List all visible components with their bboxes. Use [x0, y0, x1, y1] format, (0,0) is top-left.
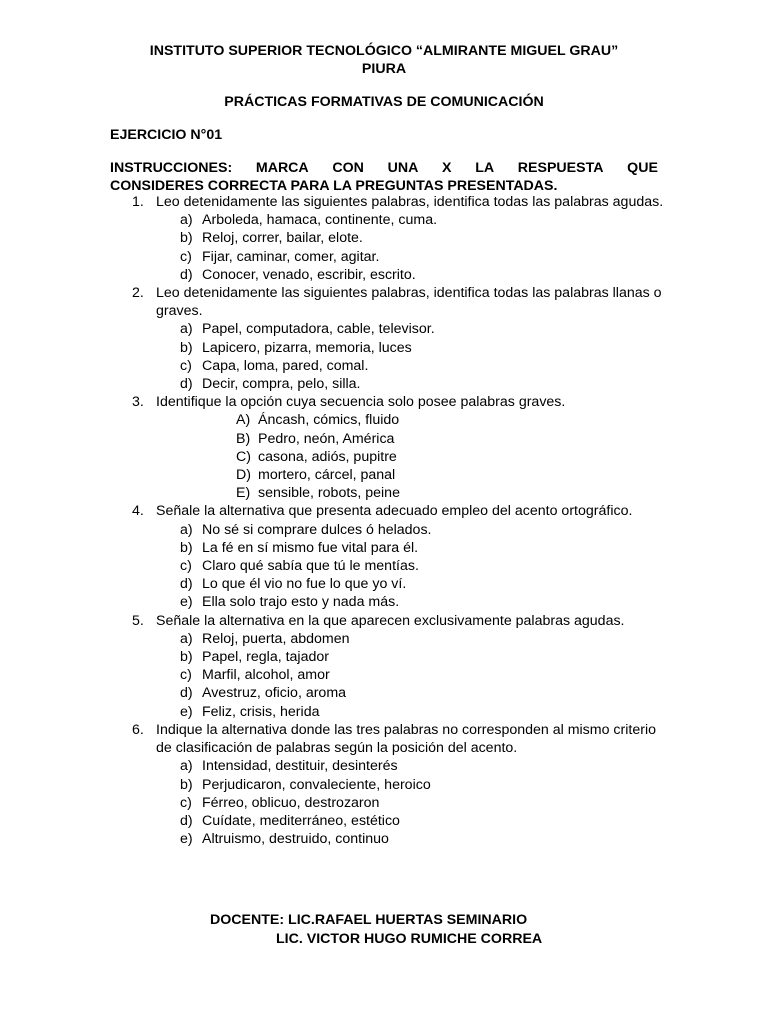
- option-letter: d): [180, 266, 193, 283]
- question-number-cell: [110, 284, 156, 320]
- question-item: [110, 393, 670, 502]
- teacher-line1: DOCENTE: LIC.RAFAEL HUERTAS SEMINARIO: [210, 912, 528, 928]
- option-letter: C): [236, 448, 251, 465]
- option-letter: c): [180, 558, 192, 575]
- answer-option: [110, 593, 670, 611]
- document-subtitle: PRÁCTICAS FORMATIVAS DE COMUNICACIÓN: [224, 94, 544, 110]
- option-text: Lapicero, pizarra, memoria, luces: [202, 339, 412, 356]
- option-text: No sé si comprare dulces ó helados.: [202, 521, 432, 538]
- question-number: 1.: [132, 194, 144, 210]
- question-number: 5.: [132, 612, 144, 629]
- question-number-cell: [110, 193, 156, 211]
- option-letter: a): [180, 758, 193, 775]
- option-text: Claro qué sabía que tú le mentías.: [202, 558, 419, 575]
- answer-option: [110, 320, 670, 338]
- option-letter: a): [180, 212, 193, 229]
- answer-option: [110, 484, 670, 502]
- option-text: Fijar, caminar, comer, agitar.: [202, 248, 380, 265]
- option-letter: c): [180, 248, 192, 265]
- answer-option: [110, 211, 670, 229]
- answer-options: [110, 757, 670, 848]
- option-text: Marfil, alcohol, amor: [202, 667, 330, 684]
- option-letter: c): [180, 667, 192, 684]
- question-text: Leo detenidamente las siguientes palabras, identifica todas las palabras agudas.: [156, 194, 664, 210]
- answer-option: [110, 448, 670, 466]
- answer-option: [110, 248, 670, 266]
- answer-option: [110, 575, 670, 593]
- question-text: Leo detenidamente las siguientes palabras, identifica todas las palabras llanas o graves.: [156, 285, 662, 320]
- institution-header: [0, 42, 768, 78]
- option-letter: d): [180, 685, 193, 702]
- option-letter: b): [180, 230, 193, 247]
- option-letter: d): [180, 812, 193, 829]
- answer-option: [110, 703, 670, 721]
- option-letter: d): [180, 576, 193, 593]
- option-text: Perjudicaron, convaleciente, heroico: [202, 776, 431, 793]
- option-letter: b): [180, 776, 193, 793]
- option-text: Avestruz, oficio, aroma: [202, 685, 347, 702]
- option-text: Pedro, neón, América: [258, 430, 395, 447]
- option-letter: d): [180, 376, 193, 393]
- question-stem: [110, 502, 670, 520]
- option-text: Reloj, puerta, abdomen: [202, 630, 350, 647]
- option-text: Lo que él vio no fue lo que yo ví.: [202, 576, 407, 593]
- instructions-word: X: [442, 160, 452, 176]
- teacher-line2: LIC. VICTOR HUGO RUMICHE CORREA: [276, 930, 543, 947]
- institution-city: PIURA: [361, 61, 407, 77]
- instructions-word: INSTRUCCIONES:: [110, 160, 233, 176]
- option-text: Reloj, correr, bailar, elote.: [202, 230, 363, 247]
- option-text: mortero, cárcel, panal: [258, 467, 396, 484]
- question-list: [110, 193, 670, 848]
- option-letter: b): [180, 539, 193, 556]
- option-text: Capa, loma, pared, comal.: [202, 357, 369, 374]
- option-letter: E): [236, 485, 251, 502]
- question-number: 3.: [132, 394, 144, 411]
- option-letter: e): [180, 594, 193, 611]
- option-text: Intensidad, destituir, desinterés: [202, 758, 398, 775]
- answer-options: [110, 320, 670, 393]
- question-text: Indique la alternativa donde las tres palabras no corresponden al mismo criterio de clasificación de palabras según la posición del acento.: [156, 721, 656, 757]
- answer-option: [110, 266, 670, 284]
- institution-name: INSTITUTO SUPERIOR TECNOLÓGICO “ALMIRANTE MIGUEL GRAU”: [149, 43, 619, 59]
- answer-option: [110, 648, 670, 666]
- option-text: Arboleda, hamaca, continente, cuma.: [202, 212, 438, 229]
- option-text: Cuídate, mediterráneo, estético: [202, 812, 400, 829]
- option-text: Férreo, oblicuo, destrozaron: [202, 794, 380, 811]
- question-number: 4.: [132, 503, 144, 520]
- option-letter: a): [180, 321, 193, 338]
- answer-option: [110, 812, 670, 830]
- question-text: Señale la alternativa en la que aparecen exclusivamente palabras agudas.: [156, 612, 625, 629]
- option-text: Conocer, venado, escribir, escrito.: [202, 266, 416, 283]
- question-stem: [110, 612, 670, 630]
- answer-options: [110, 411, 670, 502]
- question-number-cell: [110, 612, 156, 630]
- option-letter: e): [180, 703, 193, 720]
- question-number-cell: [110, 721, 156, 757]
- answer-option: [110, 539, 670, 557]
- instructions-word: CON: [332, 160, 364, 176]
- option-text: Papel, computadora, cable, televisor.: [202, 321, 435, 338]
- question-number: 6.: [132, 721, 144, 738]
- answer-option: [110, 375, 670, 393]
- answer-option: [110, 466, 670, 484]
- option-text: sensible, robots, peine: [258, 485, 400, 502]
- option-text: Altruismo, destruido, continuo: [202, 831, 389, 848]
- option-text: Ella solo trajo esto y nada más.: [202, 594, 400, 611]
- option-letter: a): [180, 521, 193, 538]
- instructions-line1: [110, 159, 658, 177]
- question-stem: [110, 393, 670, 411]
- question-stem: [110, 284, 670, 320]
- question-number-cell: [110, 502, 156, 520]
- question-item: [110, 284, 670, 393]
- option-letter: c): [180, 357, 192, 374]
- option-letter: D): [236, 467, 251, 484]
- instructions-line2: CONSIDERES CORRECTA PARA LA PREGUNTAS PRESENTADAS.: [110, 178, 558, 195]
- question-text: Señale la alternativa que presenta adecuado empleo del acento ortográfico.: [156, 503, 633, 520]
- instructions-word: MARCA: [255, 160, 309, 176]
- question-item: [110, 502, 670, 611]
- answer-option: [110, 357, 670, 375]
- question-number: 2.: [132, 285, 144, 302]
- instructions-word: LA: [475, 160, 495, 176]
- option-letter: a): [180, 630, 193, 647]
- instructions-word: RESPUESTA: [517, 160, 604, 176]
- answer-option: [110, 521, 670, 539]
- option-letter: e): [180, 831, 193, 848]
- option-text: Áncash, cómics, fluido: [258, 412, 400, 429]
- answer-option: [110, 630, 670, 648]
- question-number-cell: [110, 393, 156, 411]
- answer-option: [110, 430, 670, 448]
- question-stem: [110, 193, 670, 211]
- exercise-title: EJERCICIO N°01: [110, 127, 223, 143]
- option-letter: B): [236, 430, 251, 447]
- question-item: [110, 193, 670, 284]
- answer-option: [110, 830, 670, 848]
- answer-options: [110, 211, 670, 284]
- answer-option: [110, 557, 670, 575]
- answer-option: [110, 794, 670, 812]
- answer-options: [110, 630, 670, 721]
- answer-option: [110, 411, 670, 429]
- answer-option: [110, 776, 670, 794]
- question-text: Identifique la opción cuya secuencia solo posee palabras graves.: [156, 394, 566, 411]
- option-letter: b): [180, 649, 193, 666]
- question-item: [110, 612, 670, 721]
- option-text: La fé en sí mismo fue vital para él.: [202, 539, 419, 556]
- question-stem: [110, 721, 670, 757]
- instructions: [110, 159, 658, 195]
- teacher-credits: [210, 911, 542, 948]
- instructions-word: QUE: [627, 160, 658, 176]
- option-text: casona, adiós, pupitre: [258, 448, 397, 465]
- option-text: Decir, compra, pelo, silla.: [202, 376, 361, 393]
- answer-option: [110, 229, 670, 247]
- option-text: Feliz, crisis, herida: [202, 703, 320, 720]
- option-letter: b): [180, 339, 193, 356]
- answer-option: [110, 339, 670, 357]
- instructions-word: UNA: [387, 160, 419, 176]
- answer-option: [110, 757, 670, 775]
- option-text: Papel, regla, tajador: [202, 649, 329, 666]
- answer-option: [110, 684, 670, 702]
- question-item: [110, 721, 670, 848]
- answer-option: [110, 666, 670, 684]
- option-letter: c): [180, 794, 192, 811]
- answer-options: [110, 521, 670, 612]
- option-letter: A): [236, 412, 251, 429]
